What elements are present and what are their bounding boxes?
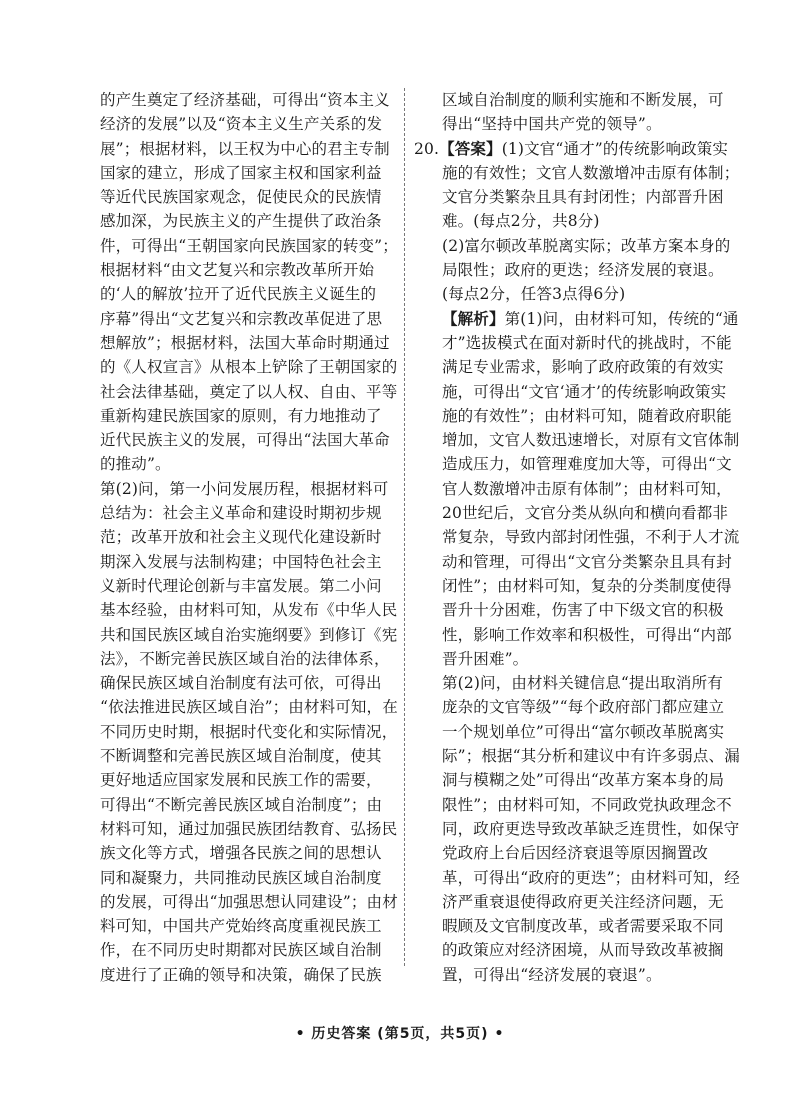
text-line: 作，在不同历史时期都对民族区域自治制: [100, 941, 382, 960]
text-line: 晋升困难”。: [442, 649, 529, 668]
text-line: 共和国民族区域自治实施纲要》到修订《宪: [100, 625, 398, 644]
text-line: 料可知，中国共产党始终高度重视民族工: [100, 917, 382, 936]
text-line: 基本经验，由材料可知，从发布《中华人民: [100, 601, 398, 620]
text-line: 展”；根据材料，以王权为中心的君主专制: [100, 139, 390, 158]
text-line: 近代民族主义的发展，可得出“法国大革命: [100, 431, 390, 450]
text-line: 满足专业需求，影响了政府政策的有效实: [442, 358, 724, 377]
text-line: 济严重衰退使得政府更关注经济问题，无: [442, 892, 724, 911]
text-line: 序幕”得出“文艺复兴和宗教改革促进了思: [100, 309, 383, 328]
text-line: 动和管理，可得出“文官分类繁杂且具有封: [442, 552, 732, 571]
text-line: 社会法律基础，奠定了以人权、自由、平等: [100, 382, 398, 401]
text-line: 性，影响工作效率和积极性，可得出“内部: [442, 625, 732, 644]
answer-tag: 【答案】: [439, 138, 502, 158]
text-line: 革，可得出“政府的更迭”；由材料可知，经: [442, 868, 740, 887]
text-line: 根据材料“由文艺复兴和宗教改革所开始: [100, 261, 375, 280]
text-line: 党政府上台后因经济衰退等原因搁置改: [442, 844, 709, 863]
text-line: 晋升十分困难，伤害了中下级文官的积极: [442, 601, 724, 620]
text-line: 的政策应对经济困境，从而导致改革被搁: [442, 941, 724, 960]
text-line: 可得出“不断完善民族区域自治制度”；由: [100, 795, 383, 814]
text-line: 官人数激增冲击原有体制”；由材料可知，: [442, 479, 732, 498]
analysis-tag: 【解析】: [442, 308, 505, 328]
text-line: 一个规划单位”可得出“富尔顿改革脱离实: [442, 722, 725, 741]
text-line: 区域自治制度的顺利实施和不断发展，可: [442, 91, 724, 109]
text-line: 第(1)问，由材料可知，传统的“通: [504, 309, 739, 328]
question-number: 20.: [414, 139, 440, 158]
text-line: 得出“坚持中国共产党的领导”。: [442, 115, 662, 134]
text-line: 20世纪后，文官分类从纵向和横向看都非: [442, 504, 729, 523]
text-line: 局限性；政府的更迭；经济发展的衰退。: [442, 261, 724, 280]
text-line: 同，政府更迭导致改革缺乏连贯性，如保守: [442, 819, 740, 838]
text-line: 总结为：社会主义革命和建设时期初步规: [100, 504, 382, 523]
text-line: 的发展，可得出“加强思想认同建设”；由材: [100, 892, 398, 911]
page-footer: • 历史答案 (第5页，共5页) •: [295, 1026, 505, 1042]
text-line: 常复杂，导致内部封闭性强，不利于人才流: [442, 528, 740, 547]
text-line: 度进行了正确的领导和决策，确保了民族: [100, 965, 382, 984]
text-line: 闭性”；由材料可知，复杂的分类制度使得: [442, 576, 732, 595]
text-line: “依法推进民族区域自治”；由材料可知，在: [100, 698, 398, 717]
text-line: 材料可知，通过加强民族团结教育、弘扬民: [100, 819, 398, 838]
text-line: 文官分类繁杂且具有封闭性；内部晋升困: [442, 188, 724, 207]
text-line: 暇顾及文官制度改革，或者需要采取不同: [442, 917, 724, 936]
text-line: 的《人权宣言》从根本上铲除了王朝国家的: [100, 358, 398, 377]
text-line: (每点2分，任答3点得6分): [442, 285, 626, 304]
text-line: 期深入发展与法制构建；中国特色社会主: [100, 552, 382, 571]
text-line: 第(2)问，第一小问发展历程，根据材料可: [100, 479, 389, 498]
text-line: 件，可得出“王朝国家向民族国家的转变”；: [100, 236, 398, 255]
text-line: 的‘人的解放’拉开了近代民族主义诞生的: [100, 285, 377, 304]
text-line: 洞与模糊之处”可得出“改革方案本身的局: [442, 771, 725, 790]
text-line: 重新构建民族国家的原则，有力地推动了: [100, 406, 382, 425]
text-line: 感加深，为民族主义的产生提供了政治条: [100, 212, 382, 231]
text-line: 第(2)问，由材料关键信息“提出取消所有: [442, 674, 723, 693]
text-line: 法》，不断完善民族区域自治的法律体系，: [100, 649, 390, 668]
text-line: 增加，文官人数迅速增长，对原有文官体制: [442, 431, 740, 450]
text-line: 经济的发展”以及“资本主义生产关系的发: [100, 115, 383, 134]
text-line: 置，可得出“经济发展的衰退”。: [442, 965, 662, 984]
text-line: 确保民族区域自治制度有法可依，可得出: [100, 674, 382, 693]
text-line: 施的有效性；文官人数激增冲击原有体制；: [442, 163, 740, 182]
text-line: 造成压力，如管理难度加大等，可得出“文: [442, 455, 732, 474]
text-line: 不断调整和完善民族区域自治制度，使其: [100, 747, 382, 766]
text-line: (2)富尔顿改革脱离实际；改革方案本身的: [442, 236, 731, 255]
text-line: 想解放”；根据材料，法国大革命时期通过: [100, 333, 390, 352]
text-line: 同和凝聚力，共同推动民族区域自治制度: [100, 868, 382, 887]
text-line: 际”；根据“其分析和建议中有许多弱点、漏: [442, 747, 740, 766]
text-line: 族文化等方式，增强各民族之间的思想认: [100, 844, 382, 863]
left-column: [100, 88, 396, 987]
text-line: 国家的建立，形成了国家主权和国家利益: [100, 163, 382, 182]
text-line: 义新时代理论创新与丰富发展。第二小问: [100, 576, 382, 595]
text-line: 的产生奠定了经济基础，可得出“资本主义: [100, 91, 390, 109]
text-line: 施的有效性”；由材料可知，随着政府职能: [442, 406, 732, 425]
text-line: 不同历史时期，根据时代变化和实际情况，: [100, 722, 398, 741]
question-20-answer-heading: [414, 137, 729, 161]
text-line: 施，可得出“文官‘通才’的传统影响政策实: [442, 382, 727, 401]
analysis-heading: [414, 307, 739, 331]
text-line: 范；改革开放和社会主义现代化建设新时: [100, 528, 382, 547]
text-line: 更好地适应国家发展和民族工作的需要，: [100, 771, 382, 790]
right-column: [414, 88, 740, 987]
text-line: (1)文官“通才”的传统影响政策实: [501, 139, 729, 158]
text-line: 才”选拔模式在面对新时代的挑战时，不能: [442, 333, 732, 352]
text-line: 限性”；由材料可知，不同政党执政理念不: [442, 795, 732, 814]
text-line: 等近代民族国家观念，促使民众的民族情: [100, 188, 382, 207]
text-line: 庞杂的文官等级”“每个政府部门都应建立: [442, 698, 725, 717]
text-line: 难。(每点2分，共8分): [442, 212, 600, 231]
text-line: 的推动”。: [100, 455, 171, 474]
column-divider: [404, 88, 405, 966]
